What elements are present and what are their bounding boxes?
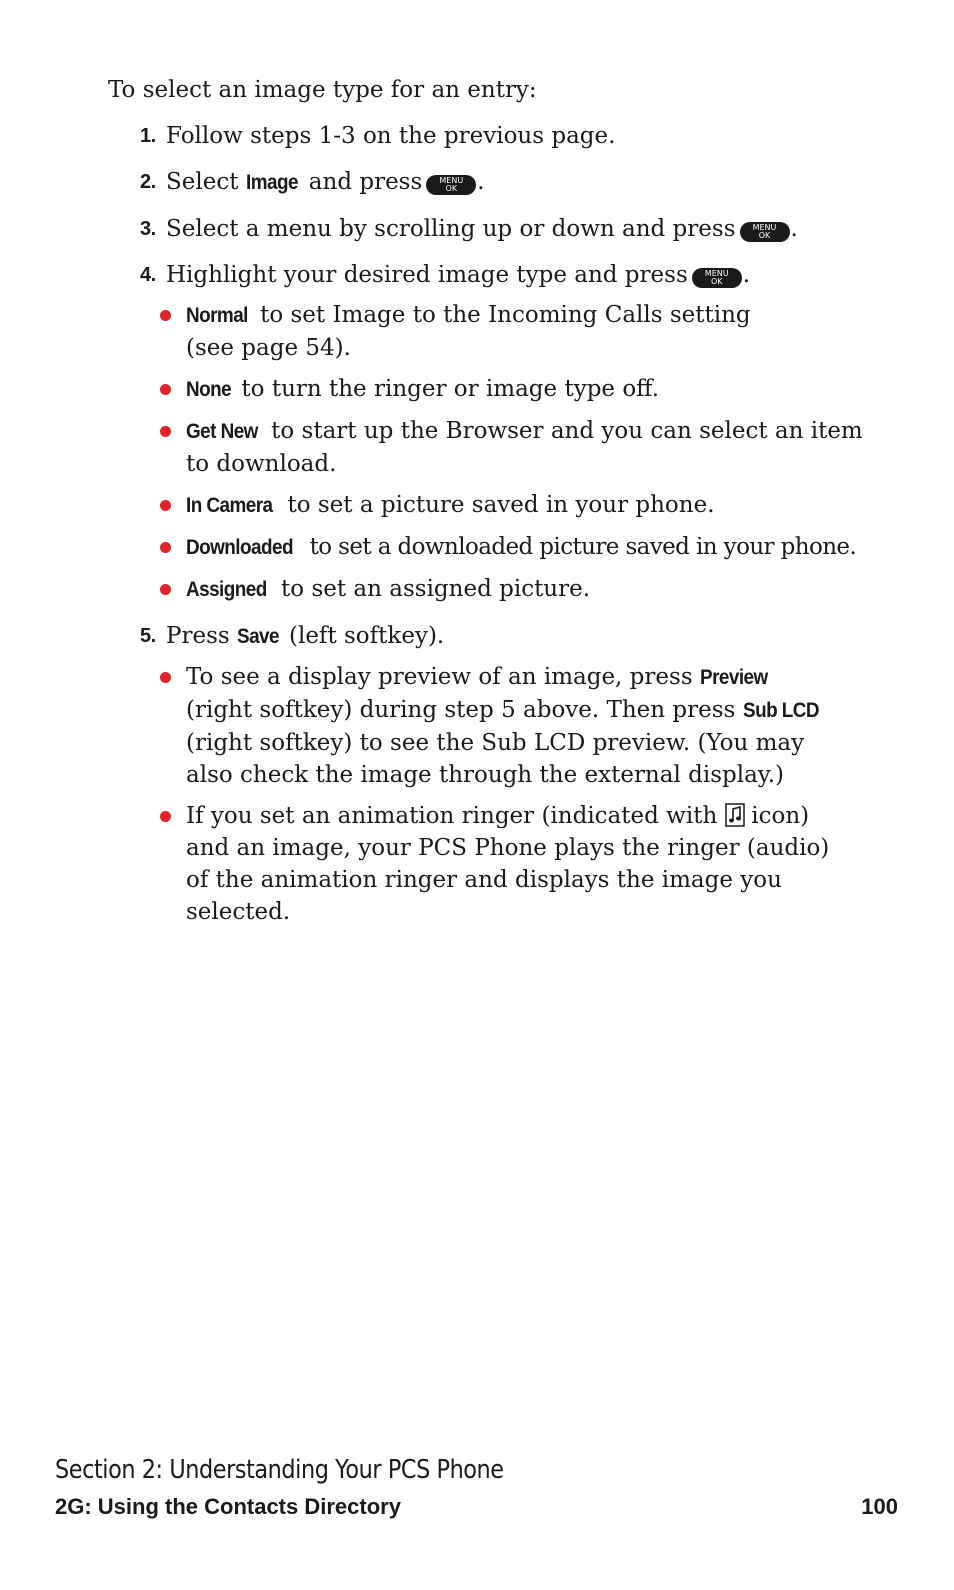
step-number: 1. [140, 125, 156, 147]
keyword-preview: Preview [699, 666, 768, 689]
bullet-dot-icon [160, 584, 171, 595]
step-5 [140, 620, 880, 653]
keyword-none: None [186, 378, 232, 401]
option-none: None to turn the ringer or image type off. [114, 373, 880, 406]
keyword-save: Save [237, 625, 280, 648]
step-number: 5. [140, 625, 156, 647]
step-text: Select a menu by scrolling up or down and press [166, 216, 736, 242]
steps-list [140, 120, 880, 937]
option-get-new: Get New to start up the Browser and you can select an item to download. [114, 415, 880, 480]
step-5-notes [114, 661, 834, 928]
footer-section-title: Section 2: Understanding Your PCS Phone [55, 1455, 504, 1485]
option-normal: Normal to set Image to the Incoming Calls setting (see page 54). [114, 299, 880, 364]
step-1 [140, 120, 880, 152]
step-text: Highlight your desired image type and press [166, 262, 688, 288]
note-preview: To see a display preview of an image, press Preview (right softkey) during step 5 above. Then press Sub LCD (right softkey) to see the Sub LCD preview. (You may also check the image through the external display.) [114, 661, 834, 791]
step-text: (left softkey). [288, 623, 445, 649]
keyword-downloaded: Downloaded [186, 536, 293, 559]
menu-ok-key-icon: MENU OK [692, 268, 742, 288]
keyword-normal: Normal [186, 304, 248, 327]
step-text: Follow steps 1-3 on the previous page. [166, 123, 616, 149]
bullet-dot-icon [160, 500, 171, 511]
bullet-dot-icon [160, 542, 171, 553]
bullet-dot-icon [160, 426, 171, 437]
bullet-dot-icon [160, 384, 171, 395]
note-animation-ringer: If you set an animation ringer (indicated with icon) and an image, your PCS Phone plays the ringer (audio) of the animation ringer and displays the image you selected. [114, 800, 834, 928]
option-assigned: Assigned to set an assigned picture. [114, 573, 880, 606]
bullet-dot-icon [160, 811, 171, 822]
step-4: 4. Highlight your desired image type and press MENU OK . [140, 259, 880, 291]
keyword-assigned: Assigned [186, 578, 267, 601]
keyword-in-camera: In Camera [186, 494, 273, 517]
page-number: 100 [861, 1494, 898, 1519]
option-in-camera: In Camera to set a picture saved in your phone. [114, 489, 880, 522]
step-3: 3. Select a menu by scrolling up or down and press MENU OK . [140, 213, 880, 245]
step-number: 3. [140, 218, 156, 240]
keyword-sub-lcd: Sub LCD [742, 699, 819, 722]
option-downloaded: Downloaded to set a downloaded picture saved in your phone. [114, 531, 880, 564]
step-2: 2. Select Image and press MENU OK . [140, 166, 880, 199]
image-type-options [114, 299, 880, 606]
step-text: Press [166, 623, 230, 649]
menu-ok-key-icon: MENU OK [740, 222, 790, 242]
bullet-dot-icon [160, 672, 171, 683]
intro-text: To select an image type for an entry: [108, 77, 537, 103]
keyword-image: Image [245, 171, 298, 194]
step-text: and press [308, 169, 423, 195]
step-number: 2. [140, 171, 156, 193]
step-text: Select [166, 169, 239, 195]
bullet-dot-icon [160, 310, 171, 321]
animation-ringer-icon [725, 803, 745, 827]
footer-chapter-title: 2G: Using the Contacts Directory [55, 1494, 401, 1519]
menu-ok-key-icon: MENU OK [426, 175, 476, 195]
step-number: 4. [140, 264, 156, 286]
keyword-get-new: Get New [186, 420, 258, 443]
